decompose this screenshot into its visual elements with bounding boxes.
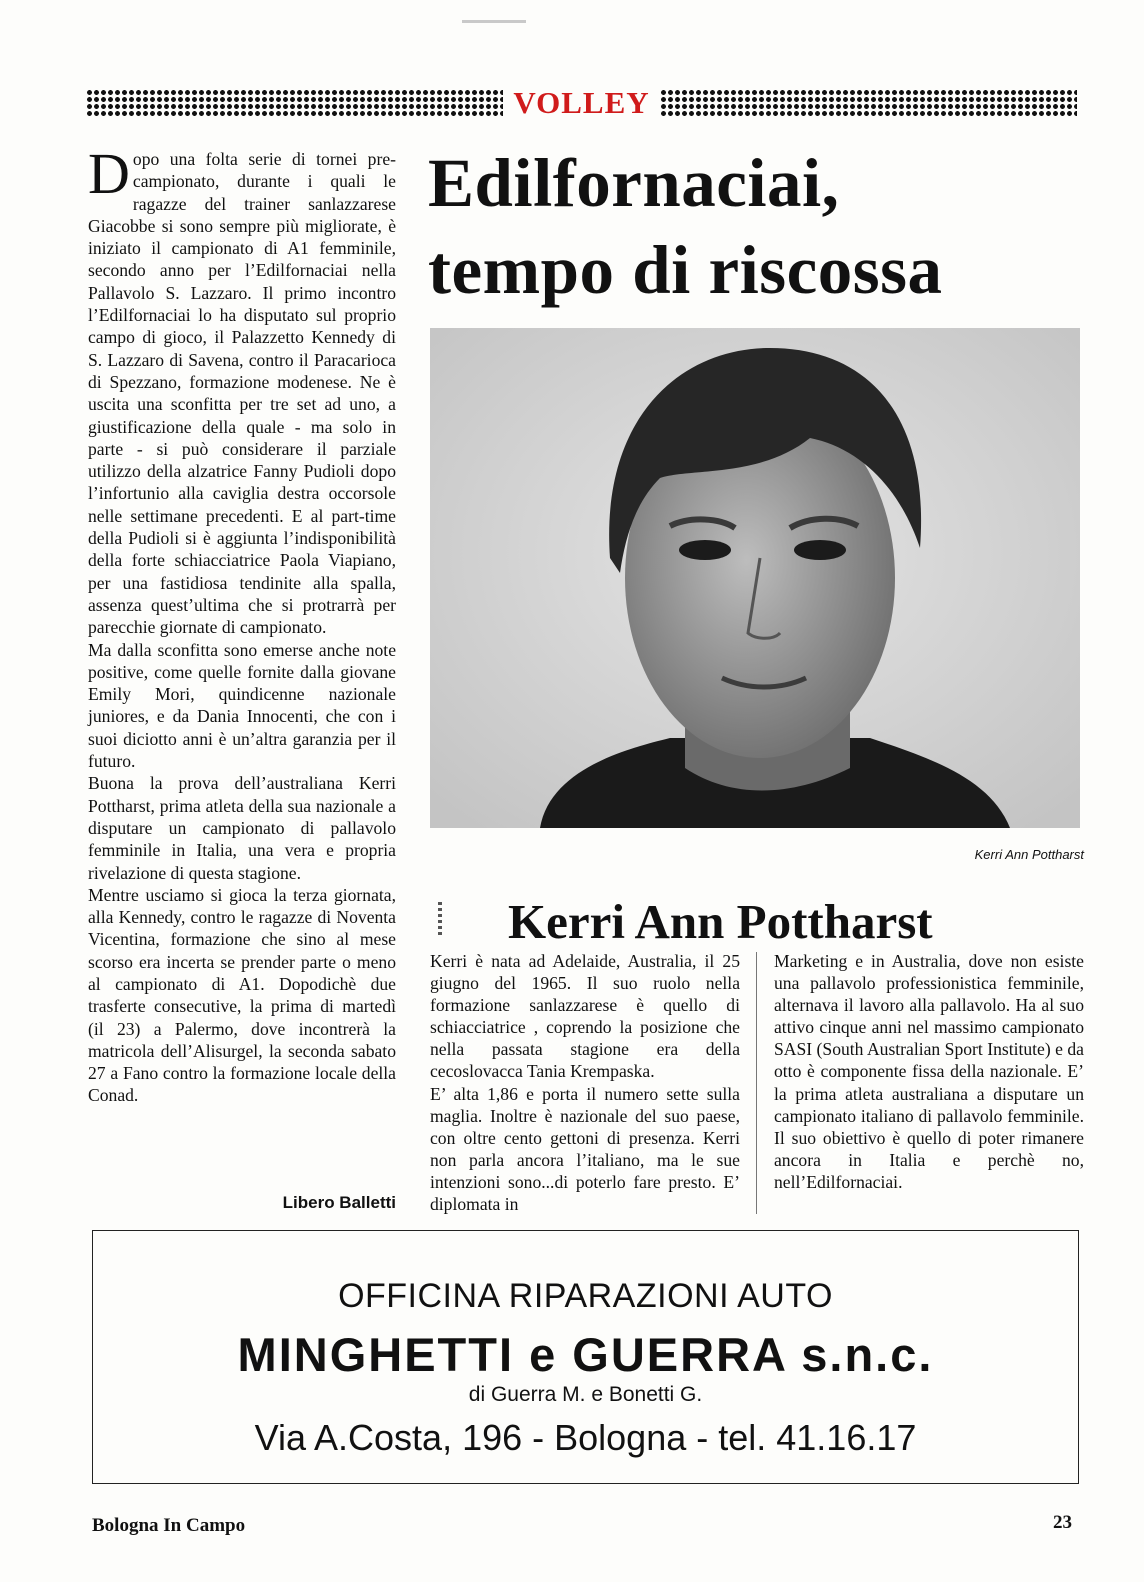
headline-line: Edilfornaciai,: [428, 145, 840, 221]
sidebar-column: [774, 950, 1084, 1193]
ad-address: Via A.Costa, 196 - Bologna - tel. 41.16.17: [254, 1417, 917, 1458]
sidebar-title: Kerri Ann Pottharst: [508, 894, 933, 949]
ad-line: OFFICINA RIPARAZIONI AUTO: [338, 1277, 833, 1315]
portrait-photo: [430, 328, 1080, 828]
sidebar-paragraph: E’ alta 1,86 e porta il numero sette sulla maglia. Inoltre è nazionale del suo paese, con oltre cento gettoni di presenza. Kerri non parla ancora l’italiano, ma le sue intenzioni sono...di poterlo fare presto. E’ diplomata in: [430, 1083, 740, 1215]
advertisement: [92, 1230, 1079, 1484]
article-paragraph-text: opo una folta serie di tornei pre-campionato, durante i quali le ragazze del trainer sanlazzarese Giacobbe si sono sempre più migliorate, è iniziato il campionato di A1 femminile, secondo anno per l’Edilfornaciai nella Pallavolo S. Lazzaro. Il primo incontro l’Edilfornaciai lo ha disputato sul proprio campo di gioco, il Palazzetto Kennedy di S. Lazzaro di Savena, contro il Paracarioca di Spezzano, formazione modenese. Ne è uscita una sconfitta per tre set ad uno, a giustificazione della quale - ma solo in parte - si può considerare il parziale utilizzo della alzatrice Fanny Pudioli dopo l’infortunio alla caviglia destra occorsole nelle settimane precedenti. E al part-time della Pudioli si è aggiunta l’indisponibilità della forte schiacciatrice Paola Viapiano, per una fastidiosa tendinite alla spalla, assenza quest’ultima che si protrarrà per parecchie giornate di campionato.: [88, 149, 396, 638]
photo-caption: Kerri Ann Pottharst: [974, 847, 1084, 862]
article-body: [88, 141, 396, 1107]
banner-dots-left: [86, 89, 503, 117]
page-number: 23: [1053, 1512, 1072, 1533]
ad-company-name: MINGHETTI e GUERRA s.n.c.: [237, 1328, 934, 1381]
publication-name: Bologna In Campo: [92, 1515, 246, 1536]
drop-cap: D: [88, 141, 130, 206]
article-paragraph: [88, 141, 396, 639]
headline: [428, 140, 1068, 314]
portrait-image: [430, 328, 1080, 828]
section-label: VOLLEY: [513, 85, 650, 120]
sidebar-column: [430, 950, 740, 1215]
article-paragraph: Buona la prova dell’australiana Kerri Pottharst, prima atleta della sua nazionale a disputare un campionato di pallavolo femminile in Italia, una vera e propria rivelazione di questa stagione.: [88, 773, 396, 883]
column-divider: [756, 952, 757, 1214]
scan-mark: [438, 902, 442, 936]
sidebar-paragraph: Marketing e in Australia, dove non esiste una pallavolo professionistica femminile, alternava il lavoro alla pallavolo. Ha al suo attivo cinque anni nel massimo campionato SASI (South Australian Sport Institute) e da otto è componente fissa della nazionale. E’ la prima atleta australiana a disputare un campionato italiano di pallavolo femminile. Il suo obiettivo è quello di poter rimanere ancora in Italia e perchè no, nell’Edilfornaciai.: [774, 951, 1084, 1192]
article-paragraph: Ma dalla sconfitta sono emerse anche note positive, come quelle fornite dalla giovane Emily Mori, quindicenne nazionale juniores, e da Dania Innocenti, che con i suoi diciotto anni è un’altra garanzia per il futuro.: [88, 639, 396, 772]
headline-line: tempo di riscossa: [428, 232, 943, 308]
scan-mark: [462, 20, 526, 23]
ad-line: di Guerra M. e Bonetti G.: [468, 1383, 703, 1406]
sidebar-paragraph: Kerri è nata ad Adelaide, Australia, il 25 giugno del 1965. Il suo ruolo nella formazione sanlazzarese è quello di schiacciatrice , coprendo la posizione che nella passata stagione era della cecoslovacca Tania Krempaska.: [430, 951, 740, 1082]
section-banner: [86, 86, 1077, 120]
banner-dots-right: [660, 89, 1077, 117]
byline: Libero Balletti: [282, 1193, 396, 1212]
article-paragraph: Mentre usciamo si gioca la terza giornata, alla Kennedy, contro le ragazze di Noventa Vicentina, formazione che sino al mese scorso era incerta se prender parte o meno al campionato di A1. Dopodichè due trasferte consecutive, la prima di martedì (il 23) a Palermo, dove incontrerà la matricola dell’Alisurgel, la seconda sabato 27 a Fano contro la formazione locale della Conad.: [88, 884, 396, 1106]
